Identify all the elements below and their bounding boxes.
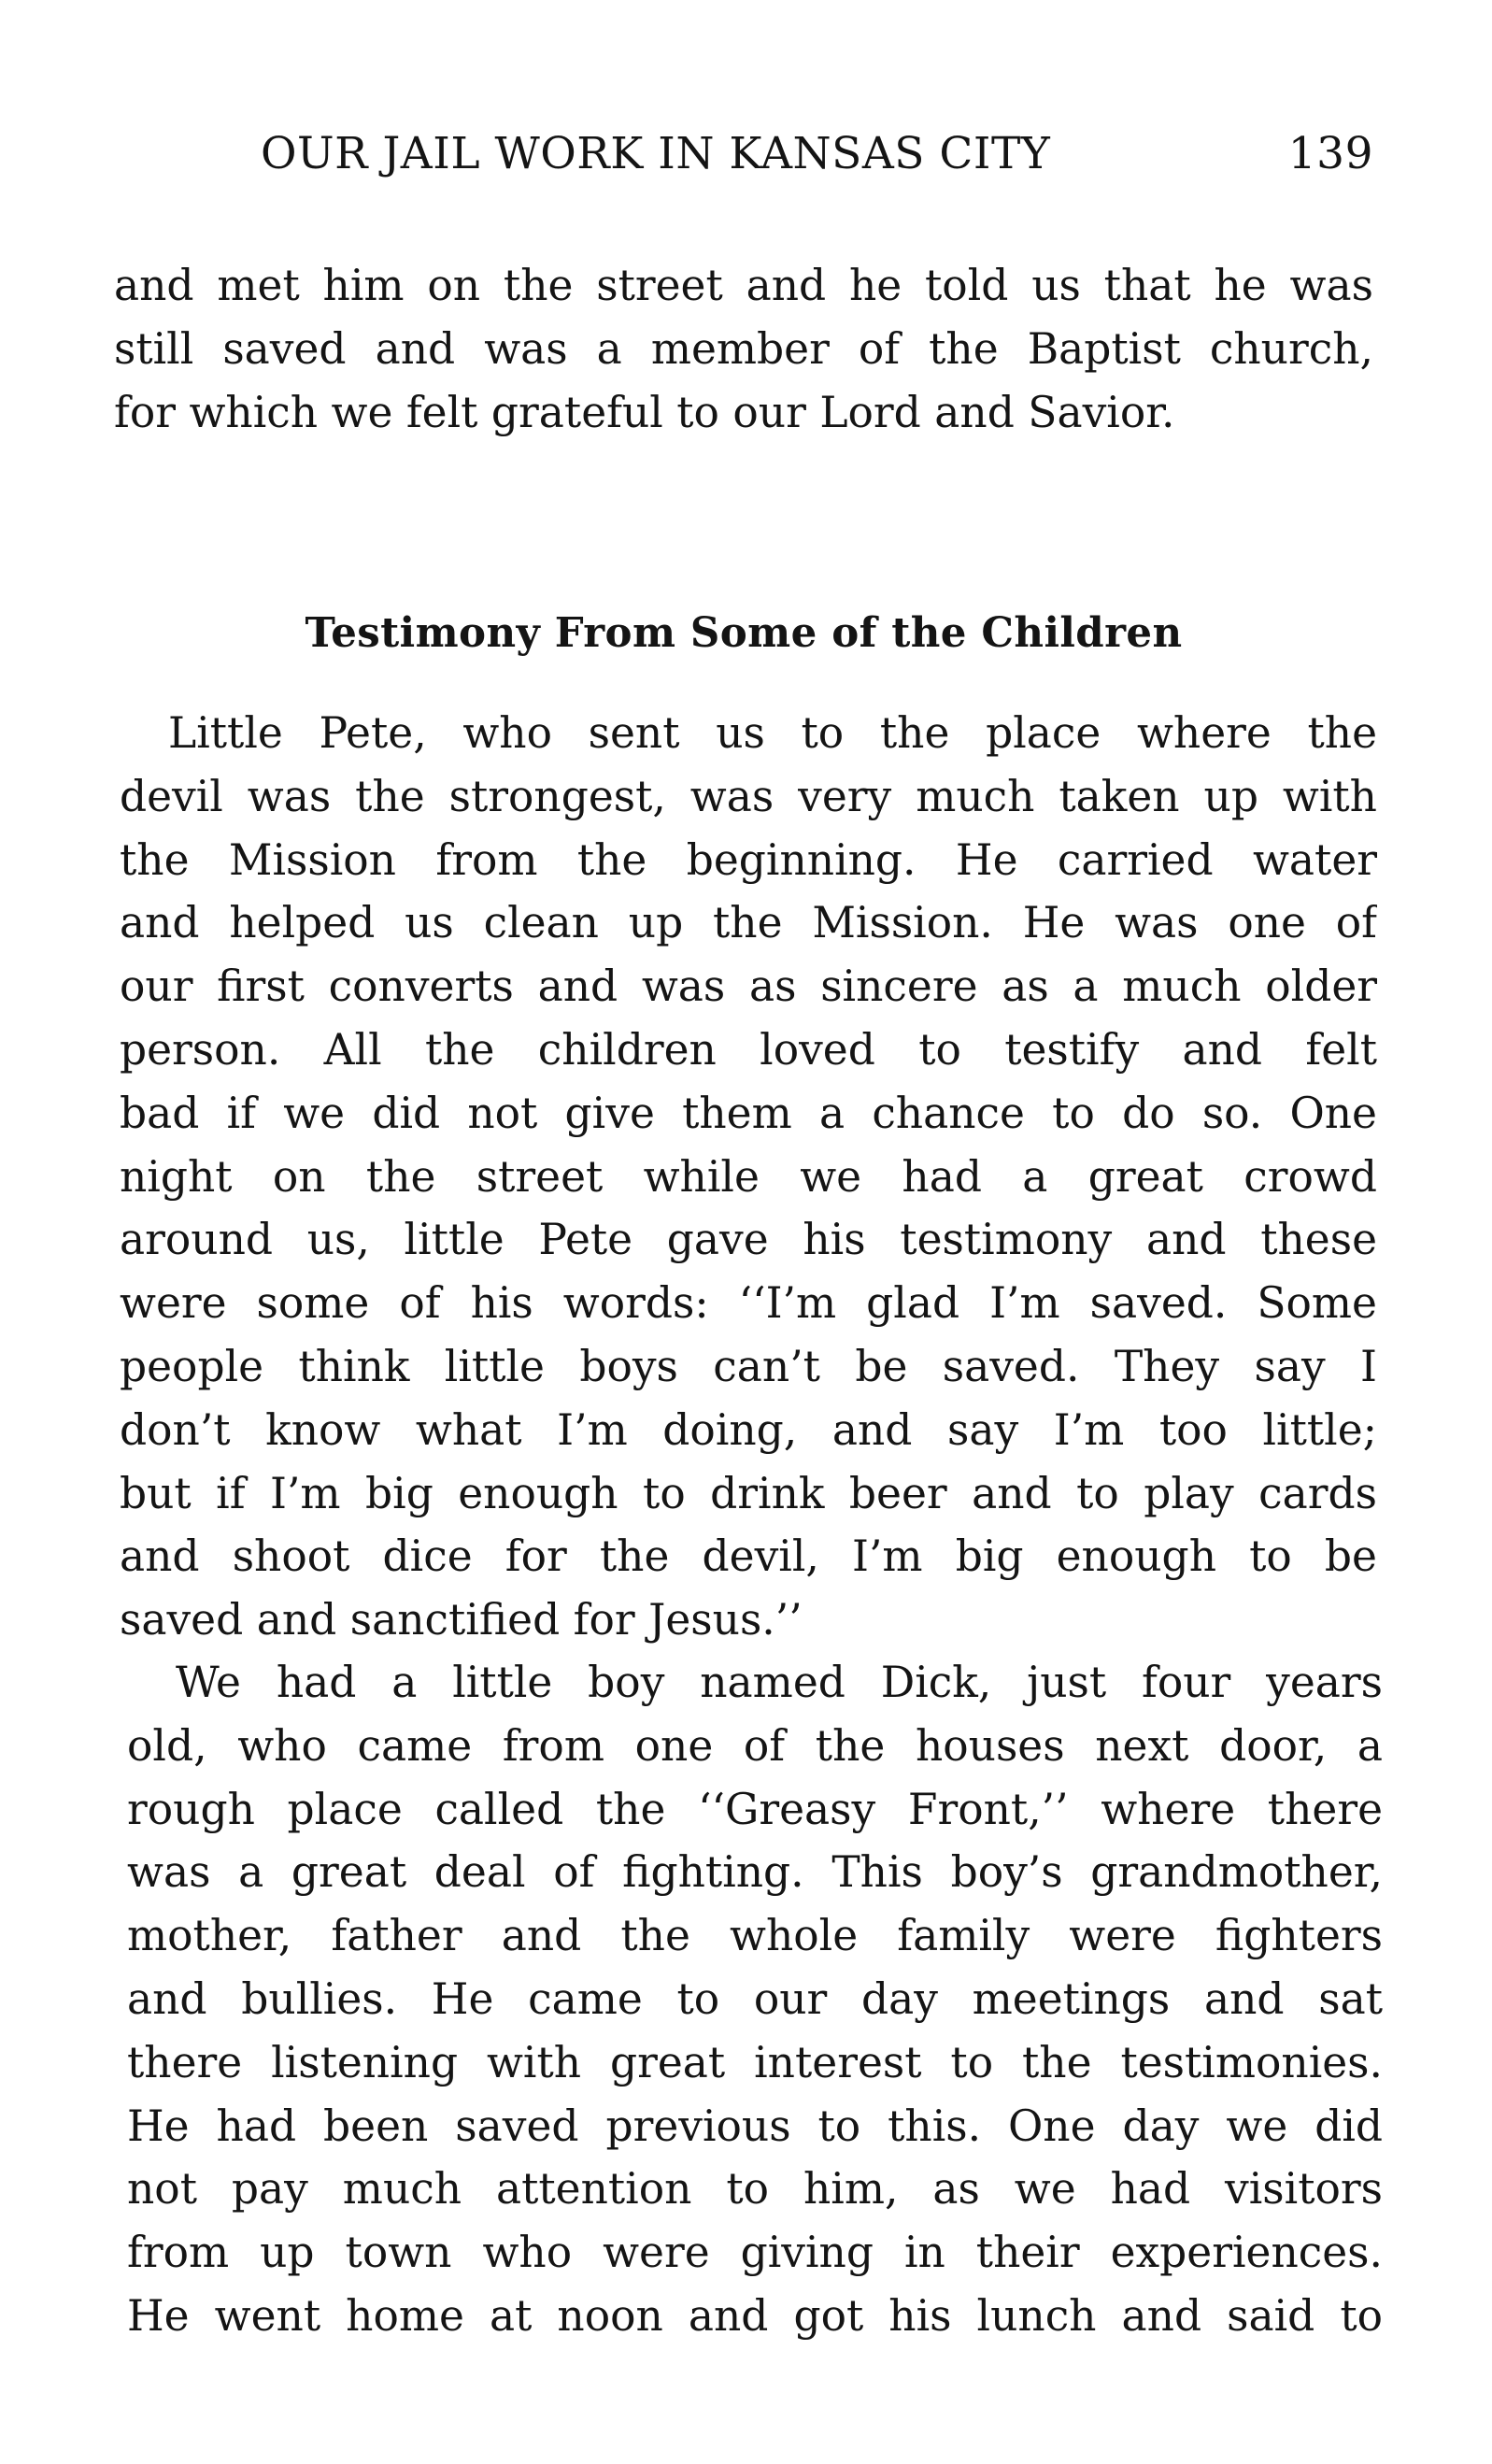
text-line: from up town who were giving in their experiences.: [127, 2228, 1383, 2278]
text-line: were some of his words: ‘‘I’m glad I’m saved. Some: [120, 1278, 1377, 1329]
section-heading: Testimony From Some of the Children: [305, 609, 1183, 657]
text-line: was a great deal of fighting. This boy’s grandmother,: [127, 1847, 1383, 1898]
paragraph-dick: [127, 1651, 1383, 2348]
text-line: and shoot dice for the devil, I’m big enough to be: [120, 1531, 1377, 1582]
text-line: around us, little Pete gave his testimony and these: [120, 1215, 1377, 1265]
text-line: Little Pete, who sent us to the place where the: [168, 708, 1377, 758]
paragraph-little-pete: [120, 702, 1377, 1652]
text-line: not pay much attention to him, as we had visitors: [127, 2164, 1383, 2215]
running-header: [248, 124, 1373, 184]
text-line: for which we felt grateful to our Lord and Savior.: [114, 387, 1175, 437]
text-line: people think little boys can’t be saved. They say I: [120, 1341, 1377, 1391]
text-line: He went home at noon and got his lunch and said to: [127, 2290, 1383, 2341]
text-line: devil was the strongest, was very much taken up with: [120, 771, 1377, 821]
text-line: We had a little boy named Dick, just four years: [176, 1658, 1383, 1707]
text-line: and helped us clean up the Mission. He was one of: [120, 898, 1377, 948]
running-title: OUR JAIL WORK IN KANSAS CITY: [261, 128, 1051, 179]
text-line: bad if we did not give them a chance to do so. One: [120, 1088, 1377, 1138]
text-line: don’t know what I’m doing, and say I’m too little;: [120, 1404, 1377, 1455]
text-line: mother, father and the whole family were fighters: [127, 1911, 1383, 1961]
text-line: and met him on the street and he told us that he was: [114, 261, 1373, 310]
text-line: He had been saved previous to this. One day we did: [127, 2101, 1383, 2151]
text-line: night on the street while we had a great crowd: [120, 1151, 1377, 1202]
text-line: our first converts and was as sincere as a much older: [120, 961, 1377, 1012]
text-line: the Mission from the beginning. He carried water: [120, 834, 1377, 885]
page-number: 139: [1287, 128, 1373, 179]
text-line: and bullies. He came to our day meetings and sat: [127, 1973, 1383, 2024]
text-line: old, who came from one of the houses next door, a: [127, 1720, 1383, 1771]
text-line: still saved and was a member of the Baptist church,: [114, 323, 1373, 374]
text-line: rough place called the ‘‘Greasy Front,’’ where there: [127, 1784, 1383, 1834]
text-line: there listening with great interest to the testimonies.: [127, 2037, 1383, 2087]
paragraph-continued: [114, 254, 1373, 444]
text-line: saved and sanctified for Jesus.’’: [120, 1595, 803, 1645]
text-line: but if I’m big enough to drink beer and to play cards: [120, 1468, 1377, 1518]
text-line: person. All the children loved to testify and felt: [120, 1024, 1377, 1075]
